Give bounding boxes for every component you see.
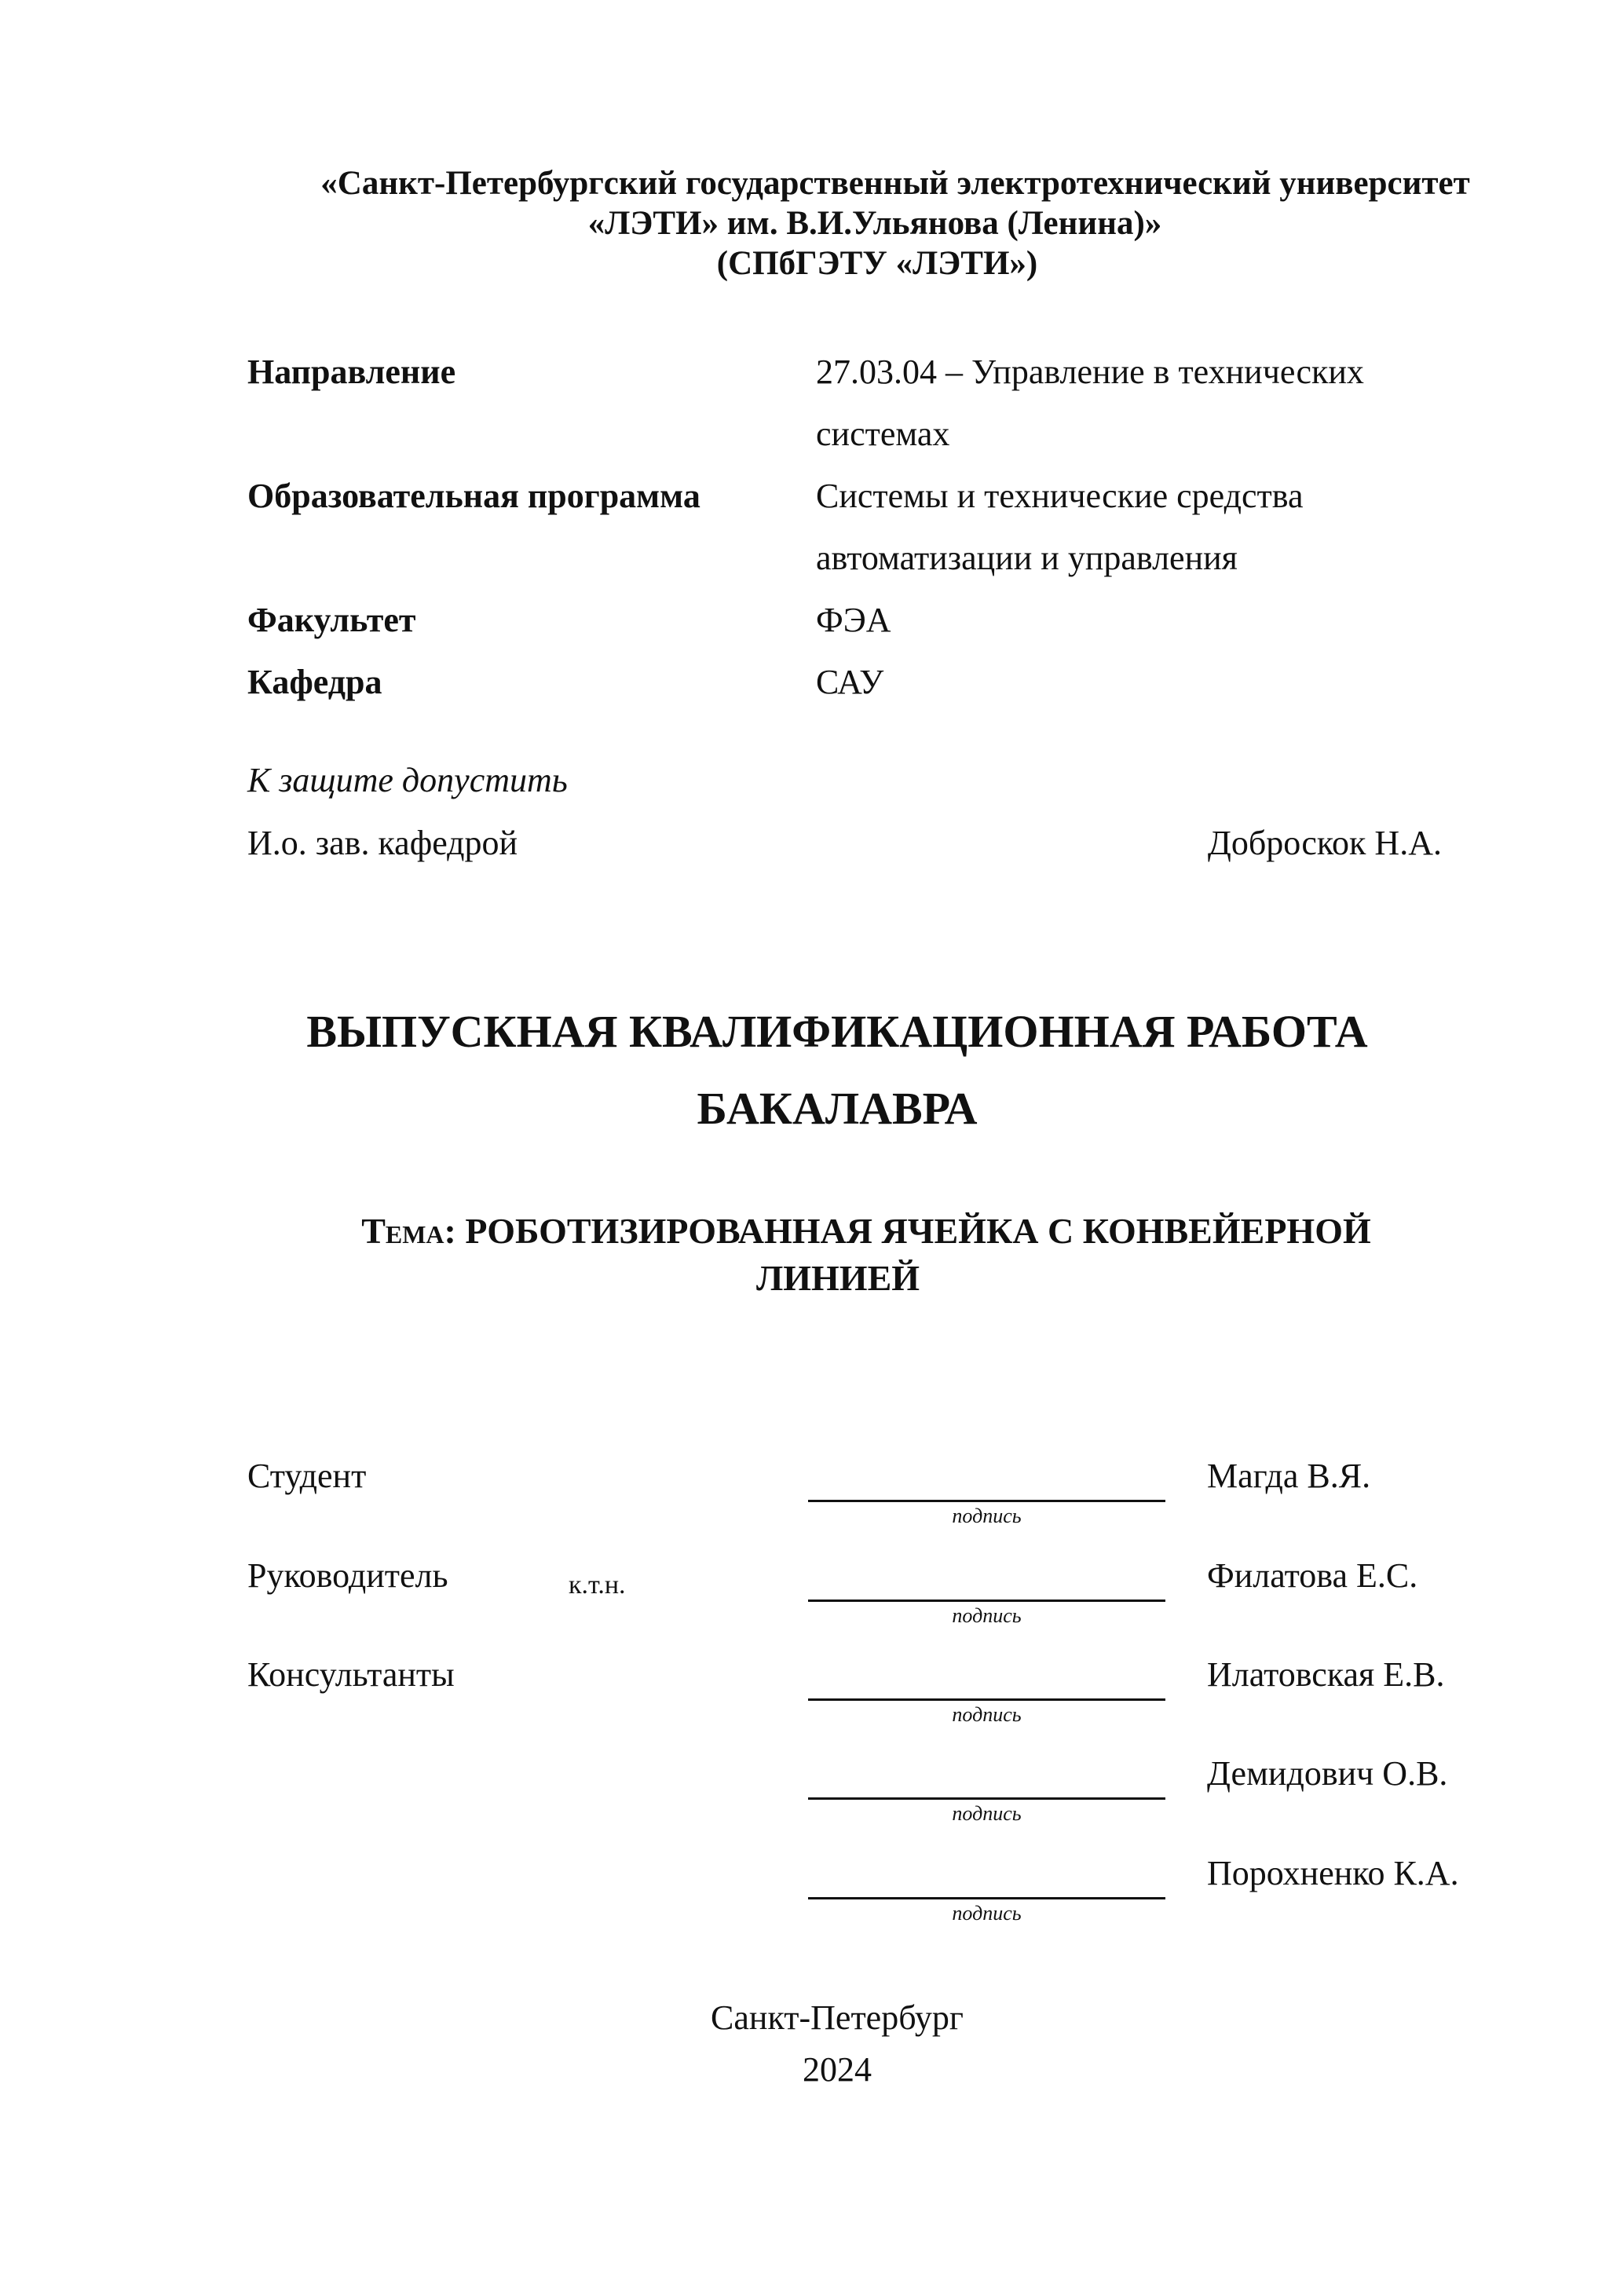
signature-row-consultant-3 — [0, 1850, 1624, 1944]
signature-caption: подпись — [952, 1902, 1022, 1925]
info-row-direction — [247, 341, 1491, 465]
university-name-line2: «ЛЭТИ» им. В.И.Ульянова (Ленина)» — [587, 205, 1162, 242]
signature-caption: подпись — [952, 1604, 1022, 1627]
signature-line — [808, 1600, 1165, 1602]
info-value: ФЭА — [816, 601, 891, 639]
university-name-line1: «Санкт-Петербургский государственный электротехнический университет — [320, 165, 1470, 202]
info-label: Образовательная программа — [247, 477, 700, 515]
signature-row-student — [0, 1453, 1624, 1547]
signature-line — [808, 1500, 1165, 1502]
signature-name: Порохненко К.А. — [1207, 1854, 1459, 1892]
info-row-program — [247, 465, 1491, 589]
info-value: САУ — [816, 663, 884, 701]
signature-row-consultant-2 — [0, 1750, 1624, 1844]
program-info — [247, 341, 1491, 713]
info-row-faculty — [247, 589, 1491, 651]
topic-colon: : — [444, 1211, 456, 1251]
signature-row-consultant-1 — [0, 1651, 1624, 1746]
topic-label: Тема — [361, 1211, 444, 1251]
defense-approval — [247, 749, 568, 875]
info-label: Факультет — [247, 601, 416, 639]
work-title-line2: БАКАЛАВРА — [697, 1083, 978, 1134]
work-title-line1: ВЫПУСКНАЯ КВАЛИФИКАЦИОННАЯ РАБОТА — [306, 1006, 1368, 1057]
signature-caption: подпись — [952, 1504, 1022, 1527]
signature-name: Филатова Е.С. — [1207, 1556, 1418, 1595]
university-header — [0, 163, 1624, 283]
signature-name: Демидович О.В. — [1207, 1754, 1448, 1793]
signature-line — [808, 1698, 1165, 1701]
signature-caption: подпись — [952, 1802, 1022, 1825]
signature-line — [808, 1797, 1165, 1800]
info-value: Системы и технические средства автоматизации и управления — [816, 477, 1304, 577]
signature-name: Магда В.Я. — [1207, 1457, 1371, 1495]
topic-text-line1: РОБОТИЗИРОВАННАЯ ЯЧЕЙКА С КОНВЕЙЕРНОЙ — [465, 1211, 1371, 1251]
signature-role: Студент — [247, 1457, 367, 1495]
approval-heading: К защите допустить — [247, 761, 568, 799]
signature-line — [808, 1897, 1165, 1899]
signature-name: Илатовская Е.В. — [1207, 1655, 1445, 1694]
topic-text-line2: ЛИНИЕЙ — [755, 1258, 920, 1298]
signature-role: Руководитель — [247, 1556, 448, 1595]
signature-caption: подпись — [952, 1703, 1022, 1726]
approval-name: Доброскок Н.А. — [1207, 824, 1442, 862]
signature-row-supervisor — [0, 1552, 1624, 1647]
university-abbreviation: (СПбГЭТУ «ЛЭТИ») — [716, 245, 1038, 282]
approval-role: И.о. зав. кафедрой — [247, 824, 518, 862]
info-label: Направление — [247, 353, 456, 391]
signature-degree: к.т.н. — [569, 1570, 626, 1600]
year: 2024 — [803, 2050, 872, 2089]
info-row-department — [247, 651, 1491, 713]
info-label: Кафедра — [247, 663, 382, 701]
info-value: 27.03.04 – Управление в технических системах — [816, 353, 1364, 453]
city: Санкт-Петербург — [711, 1998, 964, 2037]
signature-role: Консультанты — [247, 1655, 455, 1694]
